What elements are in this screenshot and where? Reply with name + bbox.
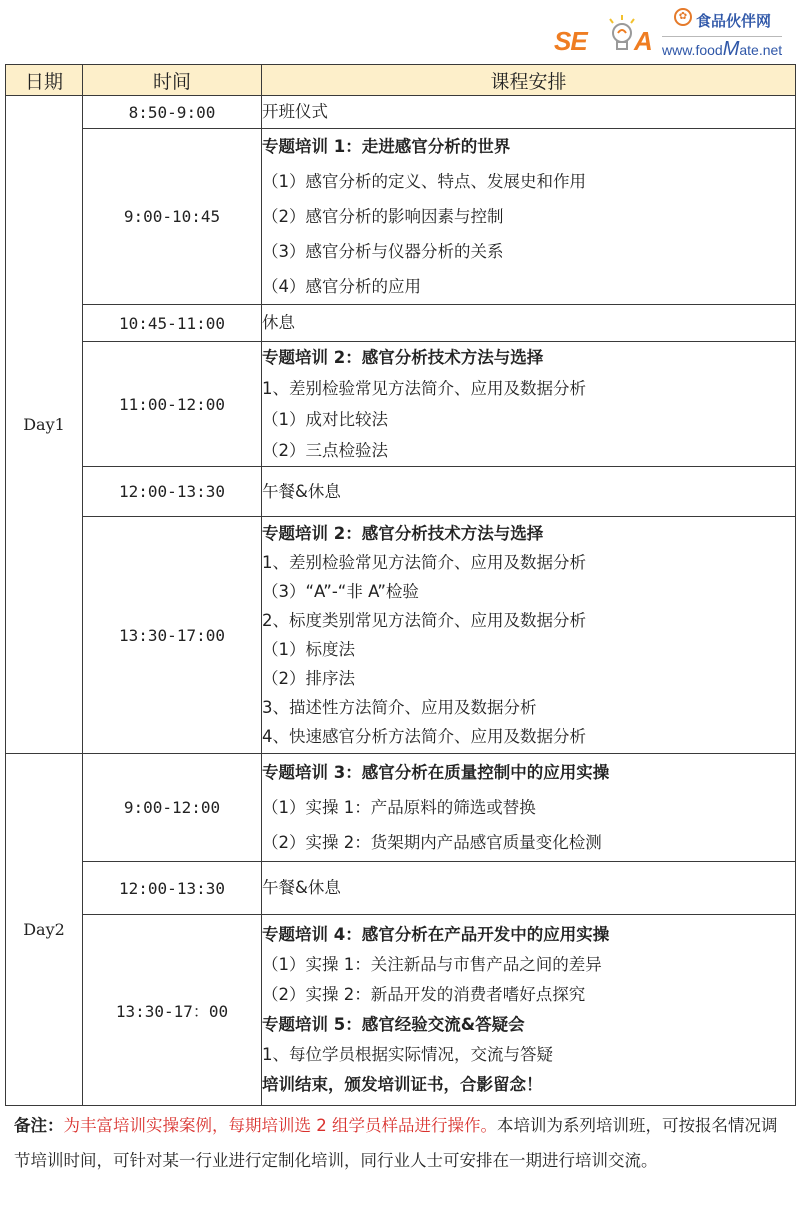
program-item: （1）实操 1：产品原料的筛选或替换	[262, 798, 536, 817]
program-topic-title: 专题培训 5：感官经验交流&答疑会	[262, 1015, 525, 1034]
time-cell: 12:00-13:30	[83, 862, 262, 915]
program-item: （2）感官分析的影响因素与控制	[262, 207, 504, 226]
program-topic-title: 专题培训 1：走进感官分析的世界	[262, 137, 511, 156]
logo-url	[662, 36, 782, 61]
program-item: 1、每位学员根据实际情况，交流与答疑	[262, 1045, 553, 1064]
program-topic-title: 专题培训 2：感官分析技术方法与选择	[262, 348, 544, 367]
program-cell	[262, 754, 796, 862]
time-cell: 13:30-17：00	[83, 915, 262, 1106]
program-cell	[262, 467, 796, 517]
program-item: 1、差别检验常见方法简介、应用及数据分析	[262, 553, 586, 572]
program-item: （3）感官分析与仪器分析的关系	[262, 242, 504, 261]
header-day: 日期	[6, 65, 83, 96]
logo-url-prefix: www.food	[662, 42, 723, 58]
table-row	[6, 754, 796, 862]
program-item: 4、快速感官分析方法简介、应用及数据分析	[262, 727, 586, 746]
program-cell	[262, 915, 796, 1106]
table-row	[6, 467, 796, 517]
note-paragraph	[14, 1108, 789, 1178]
time-cell: 10:45-11:00	[83, 305, 262, 342]
program-topic-title: 培训结束，颁发培训证书，合影留念！	[262, 1075, 543, 1094]
program-cell	[262, 96, 796, 129]
table-header-row	[6, 65, 796, 96]
table-row	[6, 129, 796, 305]
program-item: 开班仪式	[262, 102, 328, 121]
program-item: （1）成对比较法	[262, 410, 388, 429]
program-cell	[262, 862, 796, 915]
program-item: （2）实操 2：货架期内产品感官质量变化检测	[262, 833, 602, 852]
table-row	[6, 862, 796, 915]
program-topic-title: 专题培训 4：感官分析在产品开发中的应用实操	[262, 925, 610, 944]
program-cell	[262, 129, 796, 305]
table-row	[6, 305, 796, 342]
foodmate-logo	[546, 6, 786, 60]
logo-se: SE	[554, 26, 587, 56]
table-row	[6, 96, 796, 129]
schedule-table	[5, 64, 796, 1106]
note-label: 备注：	[14, 1116, 64, 1135]
table-row	[6, 517, 796, 754]
logo-cn-name: 食品伙伴网	[696, 12, 772, 30]
program-item: 午餐&休息	[262, 878, 341, 897]
time-cell: 9:00-12:00	[83, 754, 262, 862]
time-cell: 11:00-12:00	[83, 342, 262, 467]
program-item: 1、差别检验常见方法简介、应用及数据分析	[262, 379, 586, 398]
program-item: 午餐&休息	[262, 481, 341, 501]
table-row	[6, 915, 796, 1106]
flower-icon: ✿	[674, 8, 692, 26]
program-topic-title: 专题培训 2：感官分析技术方法与选择	[262, 524, 544, 543]
program-item: （4）感官分析的应用	[262, 277, 421, 296]
program-item: 3、描述性方法简介、应用及数据分析	[262, 698, 537, 717]
program-item: （3）“A”-“非 A”检验	[262, 582, 419, 601]
logo-a: A	[634, 26, 653, 56]
time-cell: 9:00-10:45	[83, 129, 262, 305]
logo-url-suffix: ate.net	[739, 42, 783, 58]
program-cell	[262, 305, 796, 342]
time-cell: 12:00-13:30	[83, 467, 262, 517]
program-item: 休息	[262, 313, 295, 332]
header-time: 时间	[83, 65, 262, 96]
program-item: （1）感官分析的定义、特点、发展史和作用	[262, 172, 586, 191]
note-rest: 本培训为系列培训班，可按报名情况调节培训时间，可针对某一行业进行定制化培训，同行业人士可安排在一期进行培训交流。	[14, 1116, 778, 1170]
program-cell	[262, 342, 796, 467]
program-item: 2、标度类别常见方法简介、应用及数据分析	[262, 611, 586, 630]
program-item: （2）实操 2：新品开发的消费者嗜好点探究	[262, 985, 586, 1004]
program-item: （2）排序法	[262, 669, 355, 688]
logo-url-m: M	[722, 38, 740, 60]
program-topic-title: 专题培训 3：感官分析在质量控制中的应用实操	[262, 763, 610, 782]
program-item: （1）标度法	[262, 640, 355, 659]
day-cell: Day1	[6, 96, 83, 754]
time-cell: 8:50-9:00	[83, 96, 262, 129]
header-program: 课程安排	[262, 65, 796, 96]
program-item: （1）实操 1：关注新品与市售产品之间的差异	[262, 955, 602, 974]
program-cell	[262, 517, 796, 754]
table-row	[6, 342, 796, 467]
program-item: （2）三点检验法	[262, 441, 388, 460]
day-cell: Day2	[6, 754, 83, 1106]
time-cell: 13:30-17:00	[83, 517, 262, 754]
note-highlight: 为丰富培训实操案例，每期培训选 2 组学员样品进行操作。	[63, 1116, 497, 1135]
